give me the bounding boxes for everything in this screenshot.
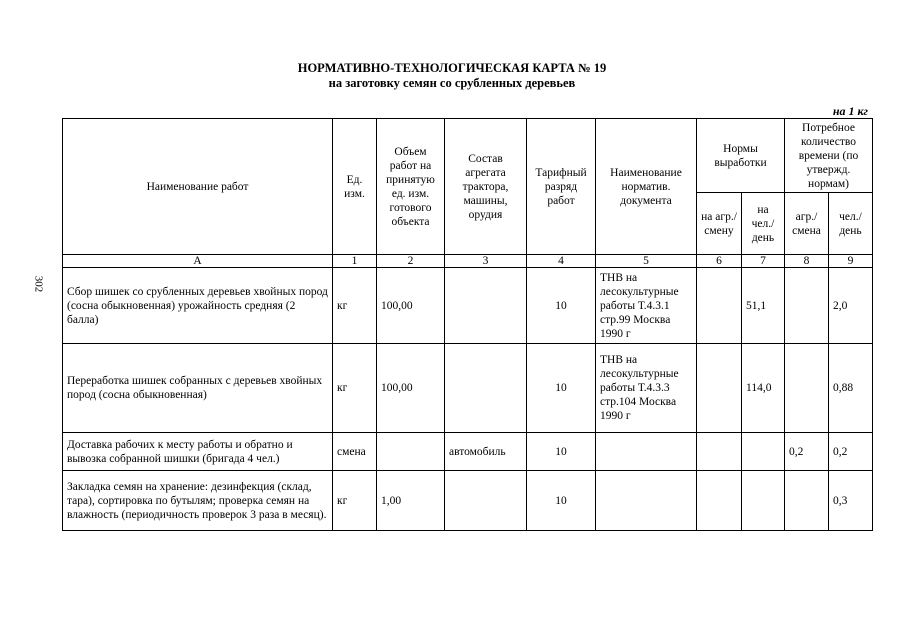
composition-cell: автомобиль — [445, 433, 527, 471]
work-name-cell: Переработка шишек собранных с деревьев хвойных пород (сосна обыкновенная) — [63, 344, 333, 433]
document-title — [0, 61, 904, 91]
composition-cell — [445, 268, 527, 344]
header-time-agr: агр./ смена — [785, 193, 829, 255]
header-unit: Ед. изм. — [333, 119, 377, 255]
output-person-cell — [742, 433, 785, 471]
unit-cell: кг — [333, 268, 377, 344]
time-agr-cell — [785, 268, 829, 344]
time-agr-cell — [785, 344, 829, 433]
index-cell: 2 — [377, 255, 445, 268]
header-work-name: Наименование работ — [63, 119, 333, 255]
title-line-2: на заготовку семян со срубленных деревьев — [328, 76, 576, 90]
title-line-1: НОРМАТИВНО-ТЕХНОЛОГИЧЕСКАЯ КАРТА № 19 — [297, 61, 607, 75]
time-agr-cell — [785, 471, 829, 531]
index-cell: 4 — [527, 255, 596, 268]
header-composition: Состав агрегата трактора, машины, орудия — [445, 119, 527, 255]
unit-cell: кг — [333, 344, 377, 433]
index-cell: 1 — [333, 255, 377, 268]
volume-cell: 100,00 — [377, 344, 445, 433]
header-tariff: Тарифный разряд работ — [527, 119, 596, 255]
work-name-cell: Сбор шишек со срубленных деревьев хвойных пород (сосна обыкновенная) урожайность средняя (2 балла) — [63, 268, 333, 344]
table-row — [63, 471, 873, 531]
header-time-person: чел./ день — [829, 193, 873, 255]
output-agr-cell — [697, 433, 742, 471]
header-time-needed: Потребное количество времени (по утвержд. нормам) — [785, 119, 873, 193]
time-agr-cell: 0,2 — [785, 433, 829, 471]
time-person-cell: 0,88 — [829, 344, 873, 433]
output-agr-cell — [697, 471, 742, 531]
header-doc-name: Наименование норматив. документа — [596, 119, 697, 255]
time-person-cell: 0,2 — [829, 433, 873, 471]
index-cell: 5 — [596, 255, 697, 268]
output-agr-cell — [697, 268, 742, 344]
output-person-cell: 114,0 — [742, 344, 785, 433]
index-cell: 6 — [697, 255, 742, 268]
unit-cell: смена — [333, 433, 377, 471]
column-index-row — [63, 255, 873, 268]
index-cell: 8 — [785, 255, 829, 268]
tariff-cell: 10 — [527, 344, 596, 433]
output-person-cell: 51,1 — [742, 268, 785, 344]
tariff-cell: 10 — [527, 471, 596, 531]
page-number: 302 — [32, 275, 45, 293]
doc-cell: ТНВ на лесокультурные работы Т.4.3.1 стр.99 Москва 1990 г — [596, 268, 697, 344]
time-person-cell: 0,3 — [829, 471, 873, 531]
volume-cell: 100,00 — [377, 268, 445, 344]
doc-cell — [596, 433, 697, 471]
header-output-agr: на агр./ смену — [697, 193, 742, 255]
tariff-cell: 10 — [527, 433, 596, 471]
table-row — [63, 268, 873, 344]
volume-cell: 1,00 — [377, 471, 445, 531]
doc-cell — [596, 471, 697, 531]
index-cell: 3 — [445, 255, 527, 268]
volume-cell — [377, 433, 445, 471]
index-cell: 9 — [829, 255, 873, 268]
work-name-cell: Доставка рабочих к месту работы и обратно и вывозка собранной шишки (бригада 4 чел.) — [63, 433, 333, 471]
norms-table — [62, 118, 873, 531]
time-person-cell: 2,0 — [829, 268, 873, 344]
unit-cell: кг — [333, 471, 377, 531]
table-row — [63, 433, 873, 471]
table-row — [63, 344, 873, 433]
composition-cell — [445, 344, 527, 433]
output-agr-cell — [697, 344, 742, 433]
header-volume: Объем работ на принятую ед. изм. готового объекта — [377, 119, 445, 255]
header-output-person: на чел./ день — [742, 193, 785, 255]
doc-cell: ТНВ на лесокультурные работы Т.4.3.3 стр.104 Москва 1990 г — [596, 344, 697, 433]
composition-cell — [445, 471, 527, 531]
index-cell: А — [63, 255, 333, 268]
output-person-cell — [742, 471, 785, 531]
work-name-cell: Закладка семян на хранение: дезинфекция (склад, тара), сортировка по бутылям; проверка семян на влажность (периодичность проверок 3 раза в месяц). — [63, 471, 333, 531]
header-output-norms: Нормы выработки — [697, 119, 785, 193]
index-cell: 7 — [742, 255, 785, 268]
tariff-cell: 10 — [527, 268, 596, 344]
unit-note: на 1 кг — [832, 104, 868, 118]
